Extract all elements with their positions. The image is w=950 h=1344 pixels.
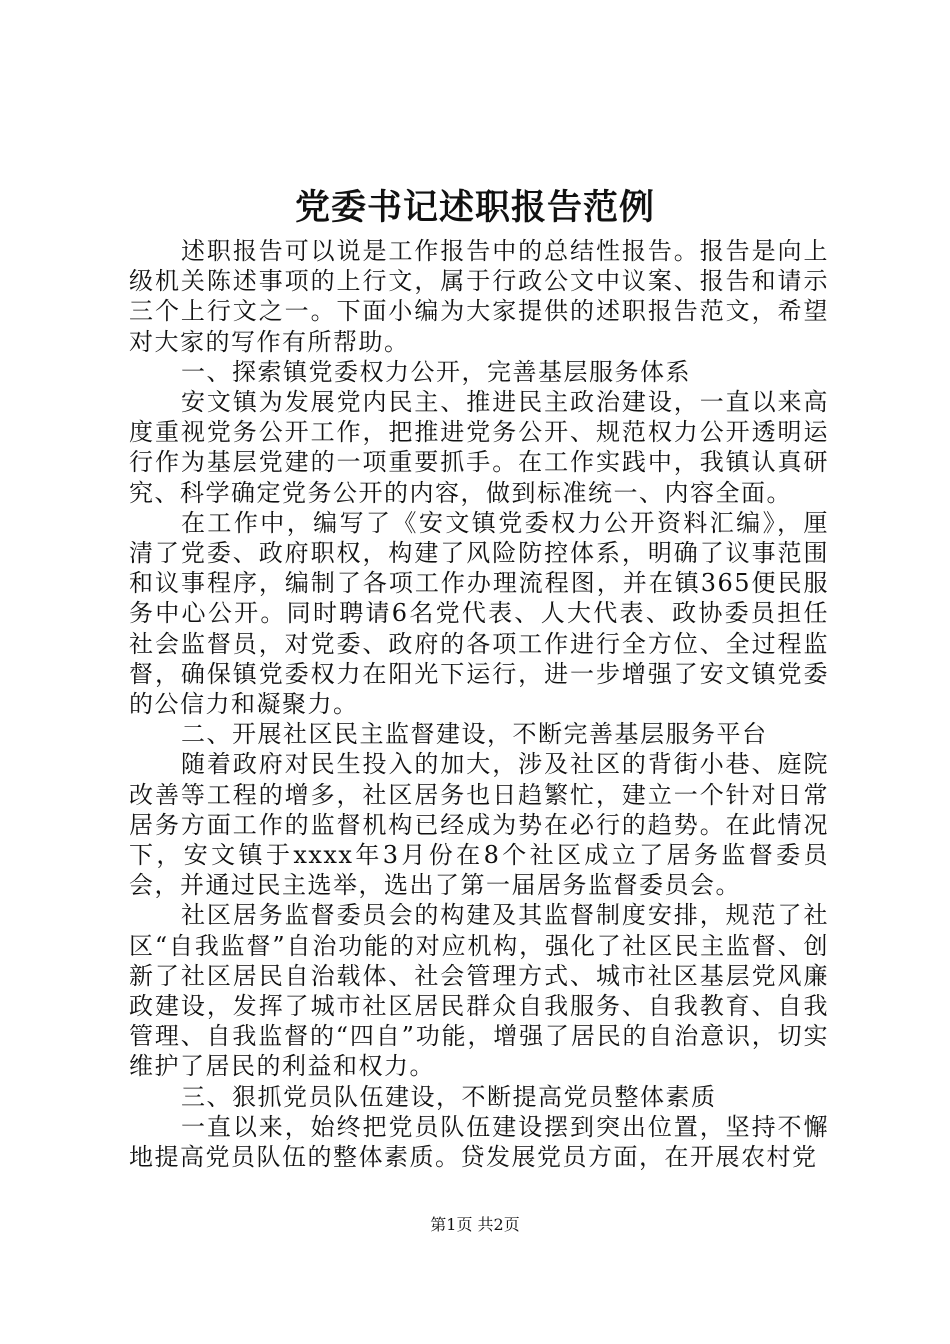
- paragraph: 一直以来，始终把党员队伍建设摆到突出位置，坚持不懈地提高党员队伍的整体素质。贷发展党员方面，在开展农村党: [129, 1112, 829, 1172]
- document-title: 党委书记述职报告范例: [294, 187, 655, 228]
- paragraph: 在工作中，编写了《安文镇党委权力公开资料汇编》，厘清了党委、政府职权，构建了风险防控体系，明确了议事范围和议事程序，编制了各项工作办理流程图，并在镇365便民服务中心公开。同时聘请6名党代表、人大代表、政协委员担任社会监督员，对党委、政府的各项工作进行全方位、全过程监督，确保镇党委权力在阳光下运行，进一步增强了安文镇党委的公信力和凝聚力。: [129, 508, 829, 719]
- page-number-footer: 第1页 共2页: [430, 1215, 520, 1234]
- section-heading-2: 二、开展社区民主监督建设，不断完善基层服务平台: [181, 720, 768, 749]
- paragraph: 安文镇为发展党内民主、推进民主政治建设，一直以来高度重视党务公开工作，把推进党务公开、规范权力公开透明运行作为基层党建的一项重要抓手。在工作实践中，我镇认真研究、科学确定党务公开的内容，做到标准统一、内容全面。: [129, 388, 829, 507]
- section-heading-1: 一、探索镇党委权力公开，完善基层服务体系: [181, 357, 691, 386]
- section-heading-3: 三、狠抓党员队伍建设，不断提高党员整体素质: [181, 1082, 717, 1111]
- document-body: [129, 236, 829, 1172]
- paragraph-intro: 述职报告可以说是工作报告中的总结性报告。报告是向上级机关陈述事项的上行文，属于行政公文中议案、报告和请示三个上行文之一。下面小编为大家提供的述职报告范文，希望对大家的写作有所帮助。: [129, 237, 829, 356]
- paragraph: 随着政府对民生投入的加大，涉及社区的背街小巷、庭院改善等工程的增多，社区居务也日趋繁忙，建立一个针对日常居务方面工作的监督机构已经成为势在必行的趋势。在此情况下，安文镇于xxxx年3月份在8个社区成立了居务监督委员会，并通过民主选举，选出了第一届居务监督委员会。: [129, 750, 829, 900]
- paragraph: 社区居务监督委员会的构建及其监督制度安排，规范了社区“自我监督”自治功能的对应机构，强化了社区民主监督、创新了社区居民自治载体、社会管理方式、城市社区基层党风廉政建设，发挥了城市社区居民群众自我服务、自我教育、自我管理、自我监督的“四自”功能，增强了居民的自治意识，切实维护了居民的利益和权力。: [129, 901, 829, 1081]
